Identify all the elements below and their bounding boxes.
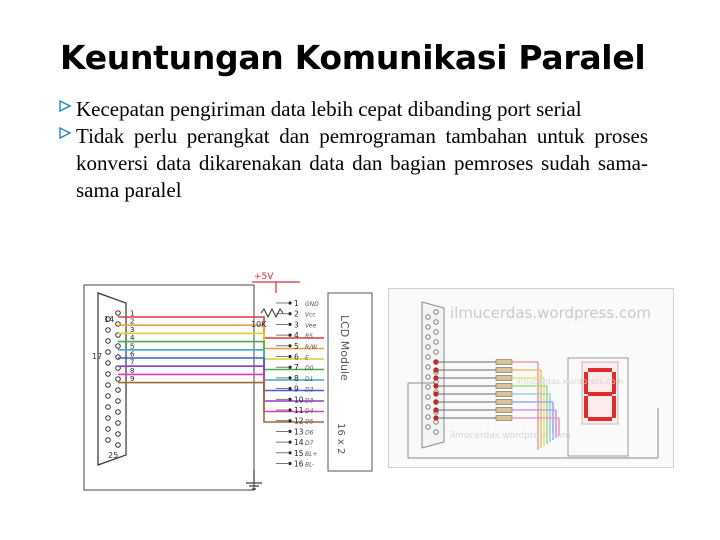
db25-pin [434, 350, 438, 354]
db25-pin [434, 310, 438, 314]
lcd-pin-dot [288, 419, 291, 422]
lcd-pin-name: RS [305, 333, 313, 341]
lcd-pin-dot [288, 366, 291, 369]
db25-pin [426, 425, 430, 429]
watermark-small-text-2: ilmucerdas.wordpress.com [450, 431, 571, 441]
lcd-pin-number: 7 [294, 363, 299, 373]
db25-pin [106, 438, 111, 443]
lcd-wiring-diagram [76, 265, 376, 495]
db25-pin [106, 372, 111, 377]
lcd-pin-number: 10 [294, 395, 304, 405]
lcd-pin-name: Vee [305, 322, 317, 330]
lcd-pin-name: D4 [305, 408, 314, 415]
lcd-pin-dot [288, 462, 291, 465]
bullet-text: Kecepatan pengiriman data lebih cepat dibanding port serial [76, 97, 582, 121]
db25-pin [116, 399, 121, 404]
wire-pin-number: 8 [130, 366, 135, 375]
lcd-module-label: LCD Module [338, 315, 351, 381]
db25-pin [426, 375, 430, 379]
lcd-pin-number: 11 [294, 406, 304, 415]
wire-pin-number: 2 [130, 317, 135, 326]
db25-pin [434, 430, 438, 434]
db25-pin [116, 421, 121, 426]
seven-segment-display-icon [582, 362, 618, 424]
lcd-pin-number: 14 [294, 438, 304, 448]
bullet-list [58, 96, 648, 204]
lcd-pin-dot [288, 301, 291, 304]
lcd-pin-number: 12 [294, 416, 304, 426]
watermark-small-text: ilmucerdas.wordpress.com [516, 377, 624, 386]
db25-pin [426, 365, 430, 369]
resistor-icon [496, 360, 512, 365]
lcd-pin-dot [288, 376, 291, 379]
bullet-item-speed [58, 96, 648, 123]
db25-pin [116, 388, 121, 393]
lcd-pin-name: D1 [305, 375, 314, 383]
db25-pin [106, 350, 111, 355]
lcd-pin-dot [288, 430, 291, 433]
seven-segment-wiring-diagram [388, 288, 674, 468]
slide-title: Keuntungan Komunikasi Paralel [60, 38, 646, 77]
lcd-pin-number: 4 [294, 331, 299, 341]
db25-pin [426, 395, 430, 399]
lcd-pin-name: R/W [305, 343, 318, 351]
resistor-icon [496, 392, 512, 397]
db25-pin-label-17: 17 [92, 352, 103, 361]
segment [588, 392, 612, 396]
lcd-pin-name: D3 [305, 397, 314, 405]
lcd-pin-dot [288, 398, 291, 401]
watermark-text: ilmucerdas.wordpress.com [450, 304, 652, 322]
db25-pin [426, 325, 430, 329]
db25-connector-shape [422, 302, 444, 448]
lcd-pin-dot [288, 441, 291, 444]
segment [588, 368, 612, 372]
wire-pin-number: 3 [130, 325, 135, 334]
db25-pin-label-14: 14 [104, 315, 115, 324]
db25-pin [426, 405, 430, 409]
lcd-size-label: 16 x 2 [335, 423, 346, 455]
bullet-item-no-extra-hardware [58, 123, 648, 204]
lcd-pin-number: 2 [294, 309, 299, 319]
wire-pin-number: 5 [130, 342, 135, 351]
db25-pin [116, 377, 121, 382]
lcd-pin-name: BL+ [305, 450, 318, 458]
db25-pin [426, 315, 430, 319]
db25-pin [116, 432, 121, 437]
db25-pin [106, 361, 111, 366]
db25-pin [106, 405, 111, 410]
db25-pin [106, 328, 111, 333]
wire-pin-number: 9 [130, 375, 135, 384]
supply-label: +5V [254, 272, 274, 282]
lcd-pin-dot [288, 387, 291, 390]
segment [584, 396, 588, 418]
db25-pin [426, 335, 430, 339]
pot-label: 10K [251, 320, 267, 329]
lcd-pin-dot [288, 312, 291, 315]
db25-pin [106, 339, 111, 344]
lcd-pin-number: 6 [294, 352, 299, 362]
lcd-pin-name: D6 [305, 429, 314, 437]
lcd-pin-number: 3 [294, 320, 299, 330]
lcd-pin-name: D2 [305, 386, 314, 394]
lcd-pin-dot [288, 355, 291, 358]
wire-pin-number: 1 [130, 309, 135, 318]
lcd-pin-dot [288, 334, 291, 337]
wire-pin-number: 6 [130, 350, 135, 359]
lcd-pin-number: 1 [294, 299, 299, 308]
lcd-pin-name: Vcc [305, 311, 316, 319]
resistor-icon [496, 400, 512, 405]
db25-pin [426, 345, 430, 349]
lcd-pin-name: E [305, 354, 309, 362]
resistor-icon [496, 368, 512, 373]
resistor-icon [496, 376, 512, 381]
db25-pin [426, 415, 430, 419]
lcd-pin-number: 16 [294, 459, 304, 469]
db25-pin [106, 416, 111, 421]
db25-pin [426, 385, 430, 389]
lcd-pin-name: D0 [305, 365, 314, 373]
lcd-pin-name: D7 [305, 440, 314, 448]
bullet-marker-icon [58, 126, 72, 140]
db25-pin [106, 427, 111, 432]
lcd-pin-number: 5 [294, 341, 299, 351]
resistor-icon [496, 384, 512, 389]
lcd-pin-name: BL- [305, 461, 315, 469]
db25-pin [116, 443, 121, 448]
segment [588, 417, 612, 421]
lcd-pin-dot [288, 323, 291, 326]
lcd-pin-dot [288, 451, 291, 454]
db25-pin [116, 410, 121, 415]
bullet-text: Tidak perlu perangkat dan pemrograman tambahan untuk proses konversi data dikarenakan data dan bagian pemroses sudah sama-sama paralel [76, 124, 648, 202]
bullet-marker-icon [58, 99, 72, 113]
lcd-pin-dot [288, 408, 291, 411]
lcd-pin-number: 8 [294, 373, 299, 383]
lcd-pin-name: D5 [305, 418, 314, 426]
db25-pin [116, 344, 121, 349]
lcd-pin-number: 15 [294, 448, 304, 458]
lcd-pin-number: 13 [294, 427, 304, 437]
db25-pin [106, 394, 111, 399]
lcd-pin-number: 9 [294, 384, 299, 394]
db25-pin [434, 330, 438, 334]
resistor-icon [496, 408, 512, 413]
lcd-pin-dot [288, 344, 291, 347]
db25-pin-label-25: 25 [108, 451, 119, 460]
db25-pin [434, 340, 438, 344]
resistor-icon [496, 416, 512, 421]
db25-pin [426, 355, 430, 359]
db25-pin [116, 311, 121, 316]
segment [612, 396, 616, 418]
lcd-pin-name: GND [305, 301, 319, 308]
wire-pin-number: 4 [130, 334, 135, 343]
db25-pin [434, 320, 438, 324]
wire-pin-number: 7 [130, 358, 135, 367]
db25-pin [106, 383, 111, 388]
